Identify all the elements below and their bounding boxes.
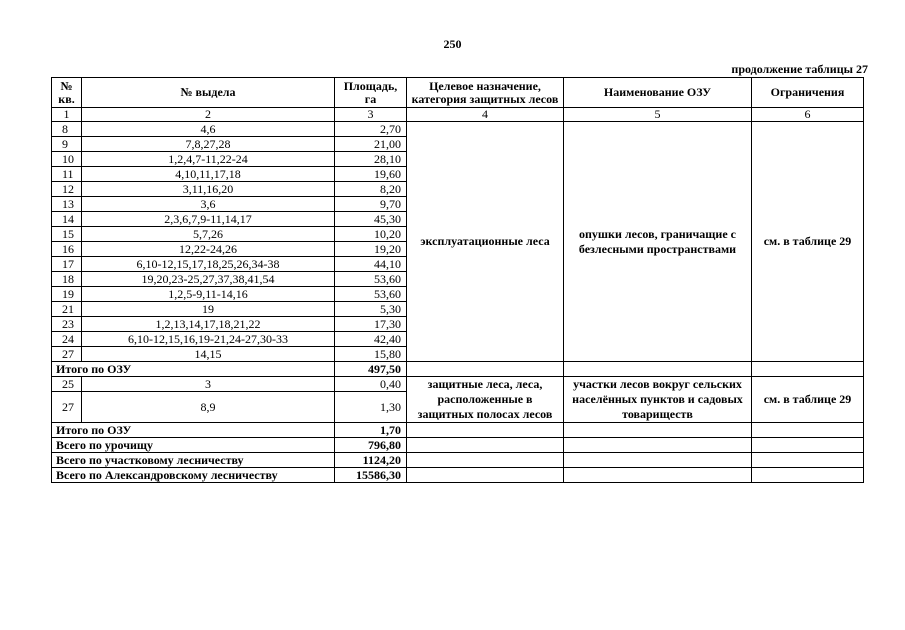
ozu-name: участки лесов вокруг сельских населённых пунктов и садовых товариществ: [564, 377, 752, 423]
empty-cell: [407, 362, 564, 377]
quarter-number: 21: [52, 302, 82, 317]
purpose-category: эксплуатационные леса: [407, 122, 564, 362]
restriction: см. в таблице 29: [752, 377, 864, 423]
area-value: 9,70: [335, 197, 407, 212]
summary-row: [52, 438, 864, 453]
area-value: 8,20: [335, 182, 407, 197]
header-restrictions: Ограничения: [752, 78, 864, 108]
summary-area: 1124,20: [335, 453, 407, 468]
area-value: 19,20: [335, 242, 407, 257]
area-value: 53,60: [335, 272, 407, 287]
area-value: 17,30: [335, 317, 407, 332]
summary-label: Всего по участковому лесничеству: [52, 453, 335, 468]
quarter-number: 15: [52, 227, 82, 242]
empty-cell: [752, 423, 864, 438]
subtotal-area: 497,50: [335, 362, 407, 377]
restriction: см. в таблице 29: [752, 122, 864, 362]
quarter-number: 13: [52, 197, 82, 212]
vydel-numbers: 3,6: [82, 197, 335, 212]
vydel-numbers: 8,9: [82, 392, 335, 423]
ozu-name: опушки лесов, граничащие с безлесными пространствами: [564, 122, 752, 362]
vydel-numbers: 2,3,6,7,9-11,14,17: [82, 212, 335, 227]
area-value: 45,30: [335, 212, 407, 227]
quarter-number: 11: [52, 167, 82, 182]
column-number: 5: [564, 108, 752, 122]
empty-cell: [564, 468, 752, 483]
column-number: 6: [752, 108, 864, 122]
quarter-number: 27: [52, 392, 82, 423]
subtotal-label: Итого по ОЗУ: [52, 362, 335, 377]
vydel-numbers: 1,2,13,14,17,18,21,22: [82, 317, 335, 332]
empty-cell: [407, 438, 564, 453]
vydel-numbers: 6,10-12,15,17,18,25,26,34-38: [82, 257, 335, 272]
empty-cell: [564, 362, 752, 377]
vydel-numbers: 12,22-24,26: [82, 242, 335, 257]
subtotal-area: 1,70: [335, 423, 407, 438]
column-number: 2: [82, 108, 335, 122]
table-row: [52, 377, 864, 392]
vydel-numbers: 7,8,27,28: [82, 137, 335, 152]
subtotal-row: [52, 362, 864, 377]
quarter-number: 25: [52, 377, 82, 392]
quarter-number: 18: [52, 272, 82, 287]
area-value: 5,30: [335, 302, 407, 317]
empty-cell: [564, 438, 752, 453]
area-value: 2,70: [335, 122, 407, 137]
vydel-numbers: 19,20,23-25,27,37,38,41,54: [82, 272, 335, 287]
quarter-number: 8: [52, 122, 82, 137]
empty-cell: [564, 453, 752, 468]
area-value: 53,60: [335, 287, 407, 302]
empty-cell: [752, 468, 864, 483]
area-value: 19,60: [335, 167, 407, 182]
subtotal-label: Итого по ОЗУ: [52, 423, 335, 438]
quarter-number: 9: [52, 137, 82, 152]
header-ozu-name: Наименование ОЗУ: [564, 78, 752, 108]
vydel-numbers: 3: [82, 377, 335, 392]
empty-cell: [752, 362, 864, 377]
header-kv: № кв.: [52, 78, 82, 108]
quarter-number: 14: [52, 212, 82, 227]
vydel-numbers: 3,11,16,20: [82, 182, 335, 197]
summary-area: 15586,30: [335, 468, 407, 483]
quarter-number: 10: [52, 152, 82, 167]
vydel-numbers: 1,2,5-9,11-14,16: [82, 287, 335, 302]
area-value: 1,30: [335, 392, 407, 423]
quarter-number: 17: [52, 257, 82, 272]
area-value: 0,40: [335, 377, 407, 392]
header-row: [52, 78, 864, 108]
vydel-numbers: 5,7,26: [82, 227, 335, 242]
header-vydel: № выдела: [82, 78, 335, 108]
quarter-number: 12: [52, 182, 82, 197]
summary-row: [52, 468, 864, 483]
empty-cell: [407, 453, 564, 468]
empty-cell: [407, 423, 564, 438]
subtotal-row: [52, 423, 864, 438]
purpose-category: защитные леса, леса, расположенные в защитных полосах лесов: [407, 377, 564, 423]
column-number: 3: [335, 108, 407, 122]
area-value: 15,80: [335, 347, 407, 362]
vydel-numbers: 1,2,4,7-11,22-24: [82, 152, 335, 167]
quarter-number: 23: [52, 317, 82, 332]
vydel-numbers: 6,10-12,15,16,19-21,24-27,30-33: [82, 332, 335, 347]
page-number: 250: [443, 37, 462, 51]
quarter-number: 27: [52, 347, 82, 362]
summary-label: Всего по Александровскому лесничеству: [52, 468, 335, 483]
summary-label: Всего по урочищу: [52, 438, 335, 453]
column-number: 4: [407, 108, 564, 122]
table-continuation-label: продолжение таблицы 27: [731, 62, 868, 76]
area-value: 28,10: [335, 152, 407, 167]
empty-cell: [564, 423, 752, 438]
column-number-row: [52, 108, 864, 122]
area-value: 42,40: [335, 332, 407, 347]
quarter-number: 24: [52, 332, 82, 347]
empty-cell: [752, 453, 864, 468]
summary-row: [52, 453, 864, 468]
vydel-numbers: 4,6: [82, 122, 335, 137]
column-number: 1: [52, 108, 82, 122]
header-purpose: Целевое назначение, категория защитных лесов: [407, 78, 564, 108]
area-value: 21,00: [335, 137, 407, 152]
quarter-number: 16: [52, 242, 82, 257]
vydel-numbers: 4,10,11,17,18: [82, 167, 335, 182]
empty-cell: [407, 468, 564, 483]
vydel-numbers: 19: [82, 302, 335, 317]
header-area: Площадь, га: [335, 78, 407, 108]
summary-area: 796,80: [335, 438, 407, 453]
table-row: [52, 122, 864, 137]
vydel-numbers: 14,15: [82, 347, 335, 362]
area-value: 44,10: [335, 257, 407, 272]
empty-cell: [752, 438, 864, 453]
quarter-number: 19: [52, 287, 82, 302]
area-value: 10,20: [335, 227, 407, 242]
forest-table: [51, 77, 864, 483]
